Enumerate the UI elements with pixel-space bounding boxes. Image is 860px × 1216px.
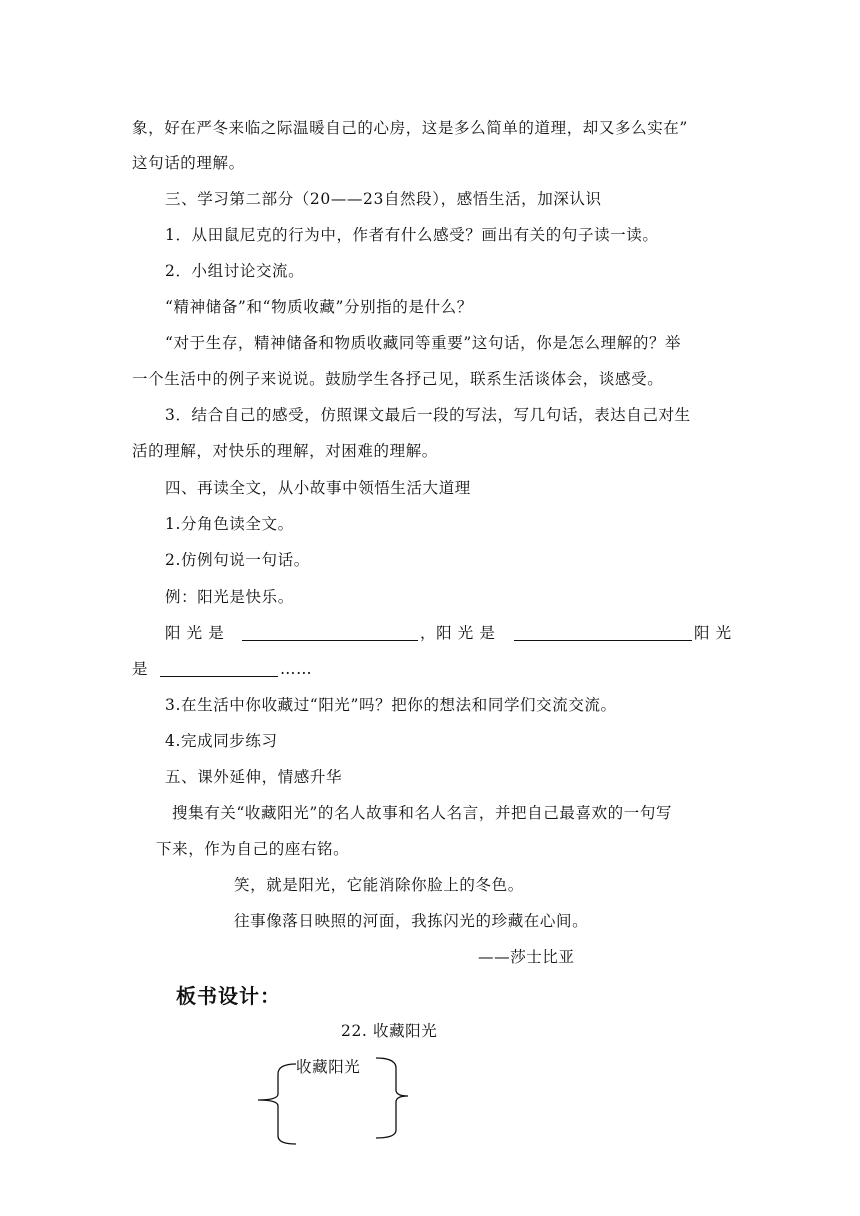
text-line: 象，好在严冬来临之际温暖自己的心房，这是多么简单的道理，却又多么实在” (132, 119, 688, 137)
text-line: 1.分角色读全文。 (165, 515, 294, 533)
right-brace (376, 1058, 408, 1138)
answer-blank (160, 660, 278, 677)
text-line: 2．小组讨论交流。 (165, 262, 305, 280)
text-segment: 是 (132, 660, 149, 678)
text-line: 活的理解，对快乐的理解，对困难的理解。 (132, 442, 438, 460)
text-line: “精神储备”和“物质收藏”分别指的是什么？ (165, 298, 473, 316)
left-brace (258, 1064, 296, 1144)
text-line: 搜集有关“收藏阳光”的名人故事和名人名言，并把自己最喜欢的一句写 (172, 804, 673, 822)
quote-line: 笑，就是阳光，它能消除你脸上的冬色。 (234, 876, 524, 894)
text-line: 一个生活中的例子来说说。鼓励学生各抒己见，联系生活谈体会，谈感受。 (132, 370, 664, 388)
text-line: 2.仿例句说一句话。 (165, 551, 310, 569)
text-line: 3．结合自己的感受，仿照课文最后一段的写法，写几句话，表达自己对生 (165, 406, 691, 424)
fill-blank-line (165, 622, 224, 644)
text-line: 下来，作为自己的座右铭。 (156, 840, 350, 858)
brace-label: 收藏阳光 (296, 1058, 361, 1076)
board-design-heading: 板书设计： (176, 984, 281, 1008)
answer-blank (514, 624, 692, 641)
text-segment: 阳 光 (694, 624, 732, 642)
text-line: 4.完成同步练习 (165, 732, 278, 750)
text-line: 这句话的理解。 (132, 154, 245, 172)
section-heading: 四、再读全文，从小故事中领悟生活大道理 (165, 479, 471, 497)
text-line: 1．从田鼠尼克的行为中，作者有什么感受？画出有关的句子读一读。 (165, 226, 659, 244)
text-segment: ，阳 光 是 (420, 624, 496, 642)
quote-attribution: ——莎士比亚 (478, 948, 575, 966)
section-heading: 五、课外延伸，情感升华 (165, 768, 343, 786)
answer-blank (242, 624, 418, 641)
section-heading: 三、学习第二部分（20——23自然段），感悟生活，加深认识 (165, 190, 602, 208)
text-segment: 阳 光 是 (165, 624, 225, 642)
text-line: 3.在生活中你收藏过“阳光”吗？把你的想法和同学们交流交流。 (165, 696, 617, 714)
quote-line: 往事像落日映照的河面，我拣闪光的珍藏在心间。 (234, 912, 589, 930)
ellipsis: …… (280, 660, 313, 678)
text-line: 例：阳光是快乐。 (165, 588, 294, 606)
board-title: 22. 收藏阳光 (341, 1022, 438, 1040)
text-line: “对于生存，精神储备和物质收藏同等重要”这句话，你是怎么理解的？举 (165, 334, 682, 352)
